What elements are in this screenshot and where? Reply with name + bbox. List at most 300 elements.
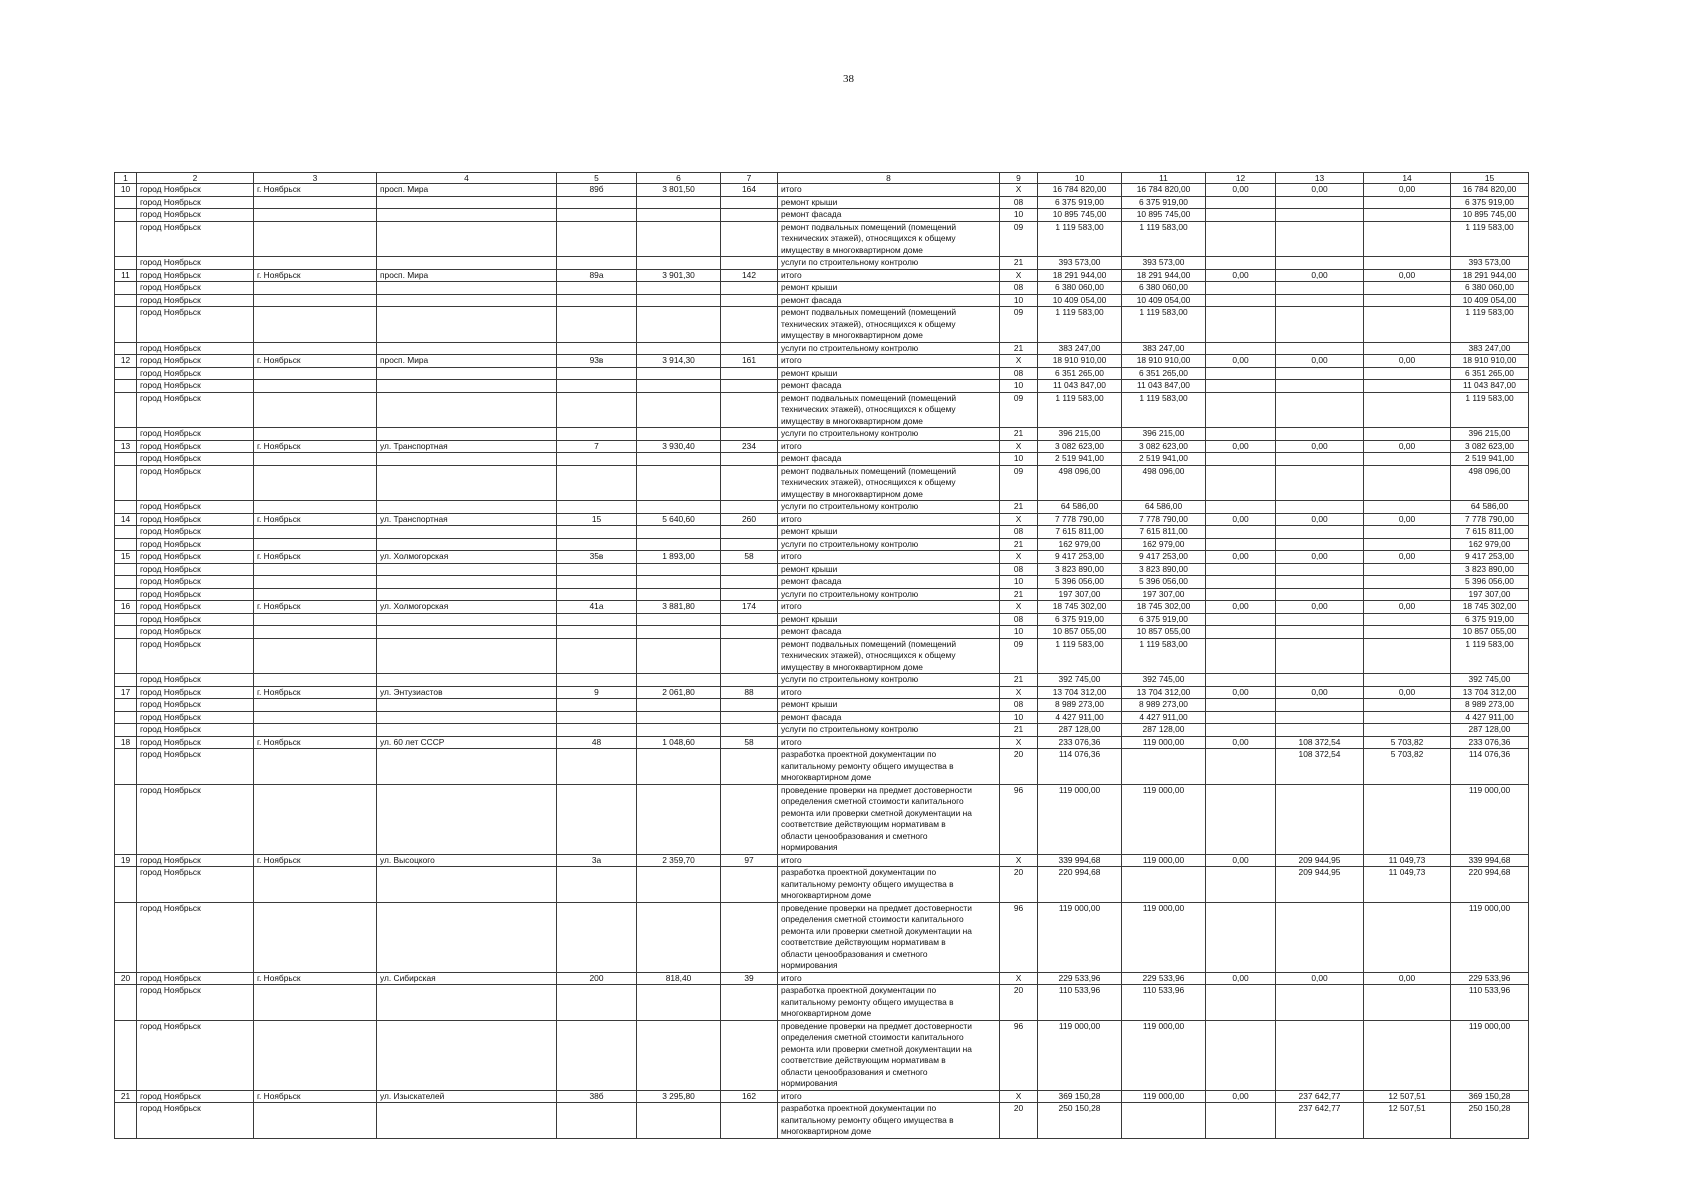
area-cell	[637, 465, 721, 501]
cost-col-11-cell: 383 247,00	[1122, 342, 1206, 355]
cost-col-11-cell: 229 533,96	[1122, 972, 1206, 985]
cost-col-15-cell: 6 375 919,00	[1451, 613, 1529, 626]
table-row	[115, 638, 1529, 674]
residents-cell: 260	[721, 513, 778, 526]
cost-col-13-cell	[1276, 985, 1364, 1021]
city-cell: г. Ноябрьск	[254, 355, 377, 368]
work-type-cell	[778, 380, 1000, 393]
row-number-cell	[115, 453, 137, 466]
work-code-cell: 10	[1000, 380, 1038, 393]
cost-col-14-cell: 0,00	[1364, 184, 1451, 197]
work-type-line: технических этажей), относящихся к общему	[781, 404, 956, 414]
cost-total-cell: 7 778 790,00	[1038, 513, 1122, 526]
work-type-line: области ценообразования и сметного	[781, 1066, 928, 1077]
cost-col-14-cell: 0,00	[1364, 601, 1451, 614]
work-type-cell	[778, 342, 1000, 355]
work-type-line: имуществу в многоквартирном доме	[781, 488, 923, 499]
cost-col-11-cell: 6 375 919,00	[1122, 613, 1206, 626]
city-cell	[254, 282, 377, 295]
cost-col-11-cell: 16 784 820,00	[1122, 184, 1206, 197]
street-cell: ул. Высоцкого	[377, 854, 557, 867]
table-row	[115, 282, 1529, 295]
cost-total-cell: 6 375 919,00	[1038, 613, 1122, 626]
header-cell-col-13: 13	[1276, 173, 1364, 184]
work-code-cell: 08	[1000, 563, 1038, 576]
house-number-cell	[557, 209, 637, 222]
table-row	[115, 453, 1529, 466]
cost-col-14-cell	[1364, 453, 1451, 466]
cost-col-14-cell	[1364, 282, 1451, 295]
cost-col-12-cell	[1206, 902, 1276, 972]
cost-col-15-cell: 162 979,00	[1451, 538, 1529, 551]
area-cell	[637, 613, 721, 626]
cost-col-12-cell	[1206, 342, 1276, 355]
work-type-line: технических этажей), относящихся к общему	[781, 650, 956, 660]
header-cell-col-15: 15	[1451, 173, 1529, 184]
cost-col-15-cell: 6 375 919,00	[1451, 196, 1529, 209]
work-type-cell	[778, 972, 1000, 985]
work-type-cell	[778, 392, 1000, 428]
municipality-cell: город Ноябрьск	[137, 686, 254, 699]
header-cell-col-1: 1	[115, 173, 137, 184]
street-cell	[377, 465, 557, 501]
cost-col-14-cell	[1364, 428, 1451, 441]
cost-col-15-cell: 287 128,00	[1451, 724, 1529, 737]
work-type-cell	[778, 1103, 1000, 1139]
row-number-cell: 17	[115, 686, 137, 699]
work-type-line: ремонт крыши	[781, 699, 838, 709]
cost-total-cell: 64 586,00	[1038, 501, 1122, 514]
cost-col-11-cell: 119 000,00	[1122, 736, 1206, 749]
area-cell	[637, 257, 721, 270]
city-cell	[254, 221, 377, 257]
work-code-cell: 21	[1000, 428, 1038, 441]
table-row	[115, 513, 1529, 526]
municipality-cell: город Ноябрьск	[137, 902, 254, 972]
table-row	[115, 307, 1529, 343]
work-type-line: капитальному ремонту общего имущества в	[781, 760, 954, 771]
house-number-cell	[557, 902, 637, 972]
municipality-cell: город Ноябрьск	[137, 342, 254, 355]
work-code-cell: 10	[1000, 209, 1038, 222]
street-cell	[377, 209, 557, 222]
municipality-cell: город Ноябрьск	[137, 601, 254, 614]
cost-col-12-cell	[1206, 392, 1276, 428]
work-type-line: итого	[781, 269, 802, 280]
city-cell: г. Ноябрьск	[254, 686, 377, 699]
cost-col-12-cell	[1206, 453, 1276, 466]
residents-cell: 164	[721, 184, 778, 197]
cost-col-13-cell	[1276, 724, 1364, 737]
cost-total-cell: 114 076,36	[1038, 749, 1122, 785]
house-number-cell: 38б	[557, 1090, 637, 1103]
house-number-cell	[557, 749, 637, 785]
residents-cell	[721, 576, 778, 589]
municipality-cell: город Ноябрьск	[137, 749, 254, 785]
street-cell: ул. Транспортная	[377, 440, 557, 453]
cost-col-11-cell: 18 745 302,00	[1122, 601, 1206, 614]
cost-col-11-cell: 4 427 911,00	[1122, 711, 1206, 724]
cost-total-cell: 339 994,68	[1038, 854, 1122, 867]
header-cell-col-7: 7	[721, 173, 778, 184]
city-cell	[254, 902, 377, 972]
street-cell	[377, 196, 557, 209]
area-cell: 1 893,00	[637, 551, 721, 564]
table-row	[115, 392, 1529, 428]
work-code-cell: 21	[1000, 538, 1038, 551]
cost-col-12-cell	[1206, 724, 1276, 737]
residents-cell: 234	[721, 440, 778, 453]
residents-cell	[721, 784, 778, 854]
work-type-cell	[778, 367, 1000, 380]
cost-col-14-cell	[1364, 902, 1451, 972]
area-cell: 3 295,80	[637, 1090, 721, 1103]
cost-col-15-cell: 9 417 253,00	[1451, 551, 1529, 564]
table-row	[115, 588, 1529, 601]
cost-col-14-cell	[1364, 626, 1451, 639]
city-cell	[254, 699, 377, 712]
area-cell	[637, 453, 721, 466]
street-cell: ул. Энтузиастов	[377, 686, 557, 699]
cost-col-15-cell: 3 082 623,00	[1451, 440, 1529, 453]
area-cell	[637, 526, 721, 539]
work-type-line: имуществу в многоквартирном доме	[781, 244, 923, 255]
city-cell	[254, 1020, 377, 1090]
street-cell	[377, 307, 557, 343]
work-type-cell	[778, 428, 1000, 441]
cost-total-cell: 7 615 811,00	[1038, 526, 1122, 539]
work-type-line: услуги по строительному контролю	[781, 674, 919, 684]
work-type-cell	[778, 724, 1000, 737]
cost-col-11-cell: 3 082 623,00	[1122, 440, 1206, 453]
work-type-line: услуги по строительному контролю	[781, 428, 919, 438]
cost-col-12-cell	[1206, 674, 1276, 687]
work-code-cell: 09	[1000, 638, 1038, 674]
cost-col-15-cell: 1 119 583,00	[1451, 221, 1529, 257]
row-number-cell	[115, 674, 137, 687]
table-row	[115, 563, 1529, 576]
cost-col-14-cell: 11 049,73	[1364, 867, 1451, 903]
table-row	[115, 972, 1529, 985]
work-code-cell: X	[1000, 551, 1038, 564]
table-row	[115, 428, 1529, 441]
table-row	[115, 867, 1529, 903]
cost-col-11-cell: 18 291 944,00	[1122, 269, 1206, 282]
work-type-cell	[778, 985, 1000, 1021]
row-number-cell	[115, 221, 137, 257]
row-number-cell: 10	[115, 184, 137, 197]
cost-total-cell: 119 000,00	[1038, 784, 1122, 854]
street-cell	[377, 711, 557, 724]
work-code-cell: X	[1000, 269, 1038, 282]
cost-col-13-cell: 0,00	[1276, 601, 1364, 614]
area-cell	[637, 674, 721, 687]
cost-col-12-cell: 0,00	[1206, 355, 1276, 368]
row-number-cell	[115, 563, 137, 576]
house-number-cell	[557, 257, 637, 270]
table-row	[115, 342, 1529, 355]
street-cell	[377, 985, 557, 1021]
cost-col-11-cell: 8 989 273,00	[1122, 699, 1206, 712]
area-cell	[637, 563, 721, 576]
cost-col-12-cell	[1206, 294, 1276, 307]
cost-col-13-cell	[1276, 626, 1364, 639]
cost-col-14-cell: 5 703,82	[1364, 736, 1451, 749]
cost-col-12-cell	[1206, 367, 1276, 380]
cost-col-15-cell: 8 989 273,00	[1451, 699, 1529, 712]
work-type-line: капитальному ремонту общего имущества в	[781, 878, 954, 889]
area-cell: 3 914,30	[637, 355, 721, 368]
work-type-line: услуги по строительному контролю	[781, 257, 919, 267]
cost-col-11-cell: 7 778 790,00	[1122, 513, 1206, 526]
cost-total-cell: 119 000,00	[1038, 1020, 1122, 1090]
cost-col-12-cell: 0,00	[1206, 513, 1276, 526]
cost-col-11-cell: 2 519 941,00	[1122, 453, 1206, 466]
city-cell	[254, 674, 377, 687]
work-code-cell: X	[1000, 601, 1038, 614]
work-type-line: нормирования	[781, 1078, 838, 1088]
house-number-cell	[557, 307, 637, 343]
cost-col-15-cell: 498 096,00	[1451, 465, 1529, 501]
cost-col-11-cell: 1 119 583,00	[1122, 392, 1206, 428]
table-row	[115, 526, 1529, 539]
work-type-cell	[778, 184, 1000, 197]
cost-col-14-cell: 0,00	[1364, 686, 1451, 699]
table-row	[115, 985, 1529, 1021]
cost-col-13-cell	[1276, 699, 1364, 712]
street-cell	[377, 724, 557, 737]
residents-cell	[721, 538, 778, 551]
work-code-cell: X	[1000, 686, 1038, 699]
residents-cell	[721, 674, 778, 687]
row-number-cell	[115, 1103, 137, 1139]
work-type-line: итого	[781, 355, 802, 365]
work-type-cell	[778, 588, 1000, 601]
work-type-line: ремонт подвальных помещений (помещений	[781, 392, 957, 403]
cost-col-13-cell	[1276, 196, 1364, 209]
cost-col-14-cell	[1364, 465, 1451, 501]
cost-col-12-cell: 0,00	[1206, 440, 1276, 453]
street-cell: ул. Транспортная	[377, 513, 557, 526]
residents-cell	[721, 209, 778, 222]
capital-repair-table	[114, 172, 1529, 1139]
residents-cell	[721, 613, 778, 626]
area-cell	[637, 282, 721, 295]
area-cell	[637, 501, 721, 514]
work-type-line: имуществу в многоквартирном доме	[781, 661, 923, 672]
table-body	[115, 184, 1529, 1139]
residents-cell	[721, 428, 778, 441]
municipality-cell: город Ноябрьск	[137, 626, 254, 639]
work-type-cell	[778, 902, 1000, 972]
header-cell-col-4: 4	[377, 173, 557, 184]
row-number-cell	[115, 294, 137, 307]
work-type-cell	[778, 1090, 1000, 1103]
cost-col-14-cell: 0,00	[1364, 972, 1451, 985]
area-cell	[637, 294, 721, 307]
row-number-cell: 18	[115, 736, 137, 749]
work-type-cell	[778, 526, 1000, 539]
area-cell: 818,40	[637, 972, 721, 985]
residents-cell	[721, 867, 778, 903]
cost-total-cell: 110 533,96	[1038, 985, 1122, 1021]
house-number-cell: 3а	[557, 854, 637, 867]
table-row	[115, 355, 1529, 368]
area-cell	[637, 367, 721, 380]
work-code-cell: 21	[1000, 588, 1038, 601]
cost-col-13-cell	[1276, 342, 1364, 355]
work-type-line: ремонта или проверки сметной документации на	[781, 1043, 972, 1054]
work-type-line: разработка проектной документации по	[781, 749, 937, 759]
cost-col-12-cell	[1206, 711, 1276, 724]
row-number-cell: 16	[115, 601, 137, 614]
work-type-cell	[778, 854, 1000, 867]
cost-col-14-cell	[1364, 294, 1451, 307]
cost-col-15-cell: 7 615 811,00	[1451, 526, 1529, 539]
cost-col-15-cell: 119 000,00	[1451, 902, 1529, 972]
work-type-cell	[778, 453, 1000, 466]
work-type-cell	[778, 638, 1000, 674]
cost-col-13-cell: 237 642,77	[1276, 1103, 1364, 1139]
cost-col-14-cell	[1364, 1020, 1451, 1090]
cost-col-15-cell: 10 857 055,00	[1451, 626, 1529, 639]
cost-col-12-cell	[1206, 526, 1276, 539]
work-type-line: разработка проектной документации по	[781, 985, 937, 995]
work-type-cell	[778, 551, 1000, 564]
house-number-cell	[557, 392, 637, 428]
cost-total-cell: 11 043 847,00	[1038, 380, 1122, 393]
residents-cell: 88	[721, 686, 778, 699]
cost-total-cell: 6 380 060,00	[1038, 282, 1122, 295]
work-type-line: технических этажей), относящихся к общему	[781, 318, 956, 329]
work-code-cell: 09	[1000, 307, 1038, 343]
cost-col-11-cell: 396 215,00	[1122, 428, 1206, 441]
row-number-cell	[115, 501, 137, 514]
house-number-cell	[557, 638, 637, 674]
table-row	[115, 626, 1529, 639]
row-number-cell	[115, 749, 137, 785]
row-number-cell: 14	[115, 513, 137, 526]
city-cell	[254, 563, 377, 576]
cost-col-11-cell: 119 000,00	[1122, 854, 1206, 867]
work-code-cell: 21	[1000, 674, 1038, 687]
cost-col-11-cell: 1 119 583,00	[1122, 638, 1206, 674]
residents-cell	[721, 902, 778, 972]
work-type-line: ремонт фасада	[781, 380, 842, 390]
residents-cell: 162	[721, 1090, 778, 1103]
work-code-cell: 21	[1000, 257, 1038, 270]
residents-cell	[721, 367, 778, 380]
street-cell	[377, 538, 557, 551]
street-cell	[377, 501, 557, 514]
cost-col-14-cell	[1364, 367, 1451, 380]
cost-col-14-cell: 5 703,82	[1364, 749, 1451, 785]
cost-col-15-cell: 1 119 583,00	[1451, 638, 1529, 674]
city-cell	[254, 453, 377, 466]
table-row	[115, 711, 1529, 724]
area-cell: 5 640,60	[637, 513, 721, 526]
work-code-cell: X	[1000, 513, 1038, 526]
work-code-cell: 10	[1000, 626, 1038, 639]
work-type-cell	[778, 736, 1000, 749]
street-cell: ул. Холмогорская	[377, 551, 557, 564]
work-code-cell: 20	[1000, 749, 1038, 785]
city-cell: г. Ноябрьск	[254, 854, 377, 867]
cost-col-15-cell: 229 533,96	[1451, 972, 1529, 985]
residents-cell	[721, 985, 778, 1021]
municipality-cell: город Ноябрьск	[137, 513, 254, 526]
residents-cell: 161	[721, 355, 778, 368]
city-cell	[254, 501, 377, 514]
work-type-cell	[778, 355, 1000, 368]
street-cell	[377, 626, 557, 639]
work-code-cell: 08	[1000, 526, 1038, 539]
work-code-cell: 10	[1000, 576, 1038, 589]
cost-total-cell: 10 857 055,00	[1038, 626, 1122, 639]
row-number-cell	[115, 1020, 137, 1090]
cost-total-cell: 250 150,28	[1038, 1103, 1122, 1139]
cost-col-11-cell	[1122, 1103, 1206, 1139]
row-number-cell	[115, 724, 137, 737]
row-number-cell	[115, 711, 137, 724]
house-number-cell	[557, 626, 637, 639]
city-cell	[254, 626, 377, 639]
cost-col-12-cell	[1206, 428, 1276, 441]
house-number-cell	[557, 526, 637, 539]
cost-col-14-cell	[1364, 392, 1451, 428]
cost-col-12-cell	[1206, 1103, 1276, 1139]
cost-total-cell: 162 979,00	[1038, 538, 1122, 551]
work-type-line: итого	[781, 972, 802, 983]
municipality-cell: город Ноябрьск	[137, 588, 254, 601]
cost-col-12-cell	[1206, 985, 1276, 1021]
house-number-cell	[557, 453, 637, 466]
cost-col-11-cell: 6 351 265,00	[1122, 367, 1206, 380]
cost-col-13-cell	[1276, 576, 1364, 589]
street-cell	[377, 380, 557, 393]
street-cell	[377, 1103, 557, 1139]
work-type-line: услуги по строительному контролю	[781, 588, 919, 599]
table-row	[115, 613, 1529, 626]
municipality-cell: город Ноябрьск	[137, 674, 254, 687]
area-cell	[637, 902, 721, 972]
cost-col-15-cell: 393 573,00	[1451, 257, 1529, 270]
work-code-cell: X	[1000, 184, 1038, 197]
municipality-cell: город Ноябрьск	[137, 380, 254, 393]
cost-col-14-cell: 12 507,51	[1364, 1103, 1451, 1139]
cost-col-14-cell: 0,00	[1364, 551, 1451, 564]
cost-col-14-cell	[1364, 638, 1451, 674]
cost-col-11-cell: 5 396 056,00	[1122, 576, 1206, 589]
cost-col-11-cell: 498 096,00	[1122, 465, 1206, 501]
cost-col-13-cell	[1276, 711, 1364, 724]
street-cell	[377, 674, 557, 687]
house-number-cell	[557, 380, 637, 393]
cost-total-cell: 392 745,00	[1038, 674, 1122, 687]
residents-cell	[721, 711, 778, 724]
cost-col-13-cell: 0,00	[1276, 269, 1364, 282]
work-code-cell: X	[1000, 972, 1038, 985]
cost-total-cell: 197 307,00	[1038, 588, 1122, 601]
city-cell	[254, 784, 377, 854]
cost-total-cell: 6 375 919,00	[1038, 196, 1122, 209]
cost-total-cell: 16 784 820,00	[1038, 184, 1122, 197]
cost-col-11-cell	[1122, 749, 1206, 785]
table-header	[115, 173, 1529, 184]
work-type-line: ремонт фасада	[781, 711, 842, 722]
cost-col-13-cell	[1276, 1020, 1364, 1090]
area-cell	[637, 711, 721, 724]
